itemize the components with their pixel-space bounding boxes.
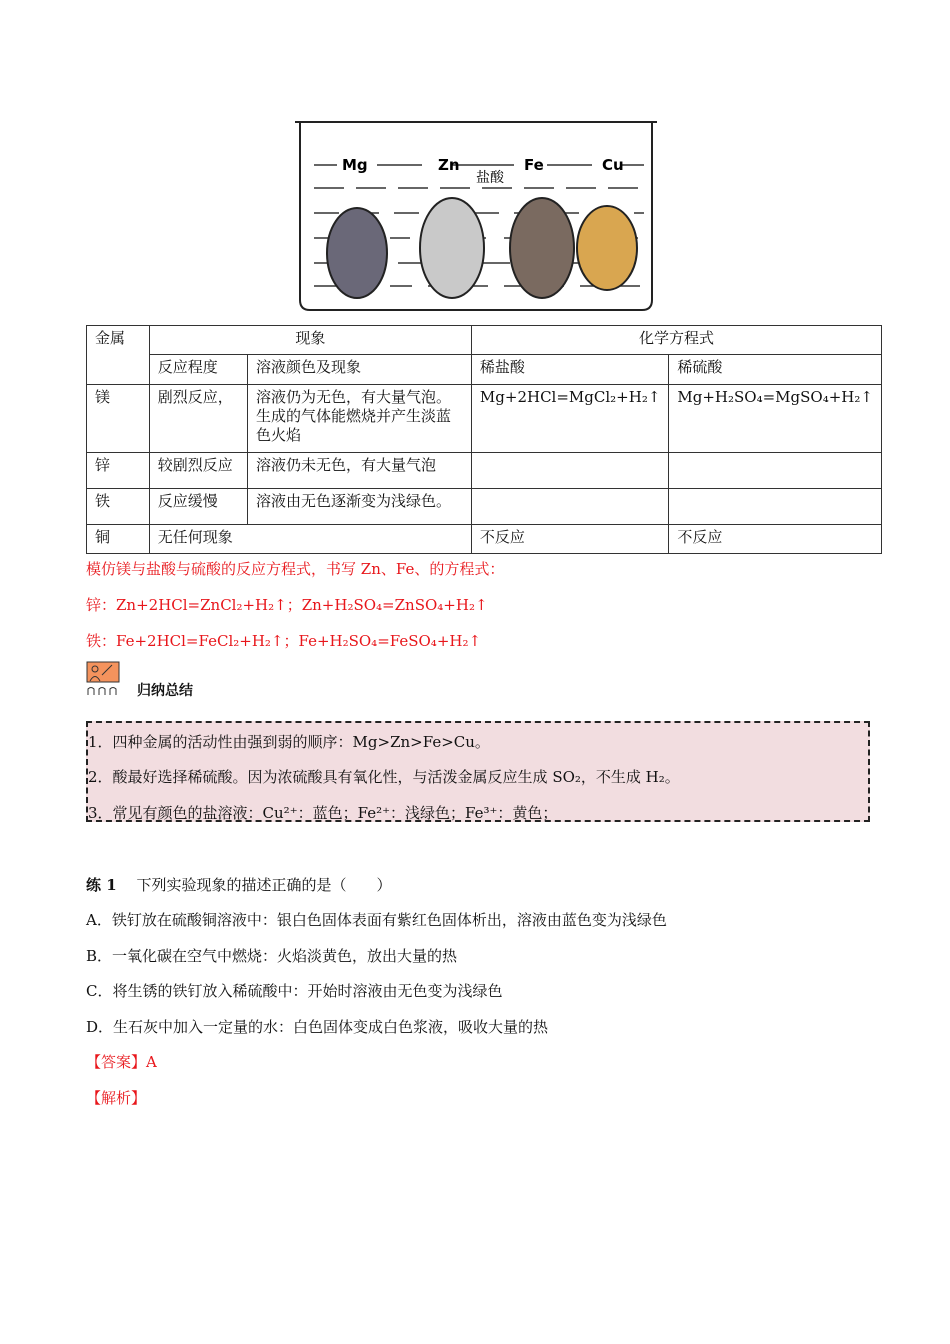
cell-color: 溶液由无色逐渐变为浅绿色。 <box>247 489 471 525</box>
summary-box <box>86 721 870 822</box>
label-acid: 盐酸 <box>476 170 504 186</box>
cell-hcl <box>471 453 668 489</box>
cell-color: 溶液仍未无色，有大量气泡 <box>247 453 471 489</box>
cell-hcl: 不反应 <box>471 525 668 554</box>
cell-hcl <box>471 489 668 525</box>
teacher-icon <box>86 661 120 695</box>
header-phenomenon: 现象 <box>149 326 471 355</box>
cell-color: 溶液仍为无色，有大量气泡。生成的气体能燃烧并产生淡蓝色火焰 <box>247 385 471 453</box>
label-zn: Zn <box>438 156 460 174</box>
table-row <box>87 489 882 525</box>
label-mg: Mg <box>342 156 368 174</box>
header-degree: 反应程度 <box>149 355 247 385</box>
zn-equations: 锌：Zn+2HCl=ZnCl₂+H₂↑；Zn+H₂SO₄=ZnSO₄+H₂↑ <box>86 596 488 614</box>
option-c: C．将生锈的铁钉放入稀硫酸中：开始时溶液由无色变为浅绿色 <box>86 982 503 1000</box>
exercise-question <box>86 874 391 895</box>
metal-reaction-table <box>86 325 882 554</box>
summary-item: 3．常见有颜色的盐溶液：Cu²⁺：蓝色；Fe²⁺：浅绿色；Fe³⁺：黄色； <box>88 804 558 822</box>
answer: 【答案】A <box>86 1053 157 1071</box>
fe-equations: 铁：Fe+2HCl=FeCl₂+H₂↑；Fe+H₂SO₄=FeSO₄+H₂↑ <box>86 632 482 650</box>
cell-h2so4: 不反应 <box>669 525 882 554</box>
zn-character <box>420 198 484 298</box>
question-text: 下列实验现象的描述正确的是（ ） <box>136 876 392 894</box>
cell-degree: 较剧烈反应 <box>149 453 247 489</box>
cell-metal: 铁 <box>87 489 150 525</box>
fe-character <box>510 198 574 298</box>
cell-h2so4 <box>669 489 882 525</box>
option-b: B．一氧化碳在空气中燃烧：火焰淡黄色，放出大量的热 <box>86 947 458 965</box>
cu-character <box>577 206 637 290</box>
label-cu: Cu <box>602 156 624 174</box>
table-row <box>87 525 882 554</box>
table-row <box>87 453 882 489</box>
mg-character <box>327 208 387 298</box>
exercise-label: 练 1 <box>86 876 117 894</box>
instruction-text: 模仿镁与盐酸与硫酸的反应方程式，书写 Zn、Fe、的方程式： <box>86 560 505 578</box>
summary-item: 2．酸最好选择稀硫酸。因为浓硫酸具有氧化性，与活泼金属反应生成 SO₂，不生成 H₂。 <box>88 768 680 786</box>
header-equation: 化学方程式 <box>471 326 881 355</box>
summary-title: 归纳总结 <box>137 683 193 699</box>
cell-degree: 反应缓慢 <box>149 489 247 525</box>
cell-h2so4 <box>669 453 882 489</box>
table-row <box>87 385 882 453</box>
header-metal: 金属 <box>87 326 150 385</box>
header-h2so4: 稀硫酸 <box>669 355 882 385</box>
cell-metal: 铜 <box>87 525 150 554</box>
cell-metal: 锌 <box>87 453 150 489</box>
label-fe: Fe <box>524 156 544 174</box>
header-hcl: 稀盐酸 <box>471 355 668 385</box>
cell-h2so4: Mg+H₂SO₄=MgSO₄+H₂↑ <box>669 385 882 453</box>
cell-hcl: Mg+2HCl=MgCl₂+H₂↑ <box>471 385 668 453</box>
cell-metal: 镁 <box>87 385 150 453</box>
beaker-illustration <box>292 118 660 313</box>
cell-degree: 无任何现象 <box>149 525 471 554</box>
option-d: D．生石灰中加入一定量的水：白色固体变成白色浆液，吸收大量的热 <box>86 1018 549 1036</box>
option-a: A．铁钉放在硫酸铜溶液中：银白色固体表面有紫红色固体析出，溶液由蓝色变为浅绿色 <box>86 911 667 929</box>
summary-item: 1．四种金属的活动性由强到弱的顺序：Mg>Zn>Fe>Cu。 <box>88 733 490 751</box>
analysis-label: 【解析】 <box>86 1089 147 1107</box>
cell-degree: 剧烈反应， <box>149 385 247 453</box>
header-color: 溶液颜色及现象 <box>247 355 471 385</box>
